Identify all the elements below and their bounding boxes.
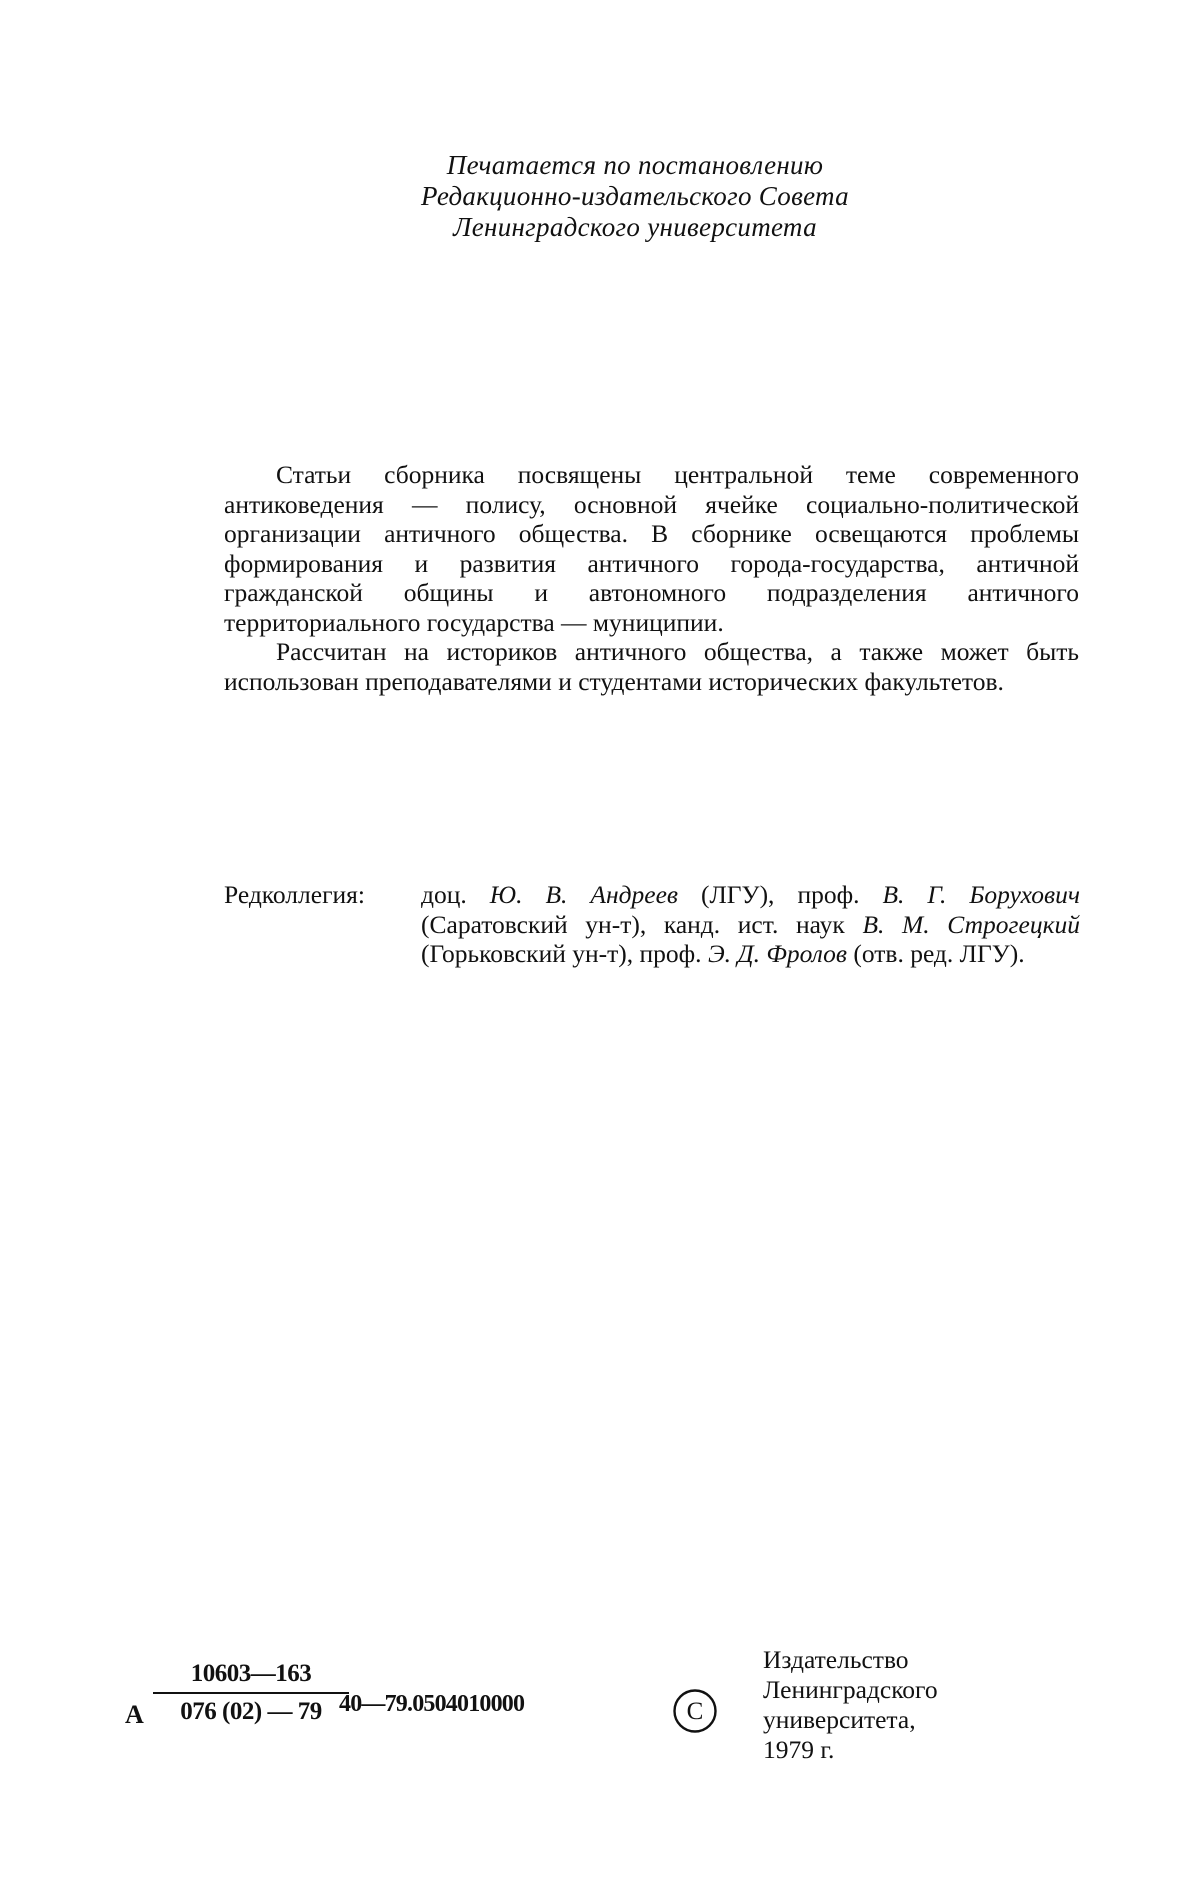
- annotation-paragraph: Рассчитан на историков античного общества, а также может быть использован преподавателями и студентами исторических факультетов.: [224, 637, 1079, 696]
- publisher-line: Издательство: [763, 1645, 909, 1674]
- code-number: 40—79.0504010000: [339, 1691, 525, 1717]
- member-title: канд. ист. наук: [663, 909, 845, 939]
- publication-code: [125, 1660, 605, 1780]
- code-fraction: [153, 1660, 349, 1726]
- member-name: Э. Д. Фролов: [707, 939, 847, 968]
- member-affiliation: (ЛГУ),: [700, 880, 775, 909]
- member-title: доц.: [421, 880, 467, 909]
- imprimatur-block: [390, 150, 880, 243]
- imprimatur-line: Печатается по постановлению: [446, 150, 824, 180]
- imprimatur-line: Редакционно-издательского Совета: [421, 181, 849, 211]
- annotation-paragraph: Статьи сборника посвящены центральной теме современного антиковедения — полису, основной ячейке социально-политической организации античного общества. В сборнике освещаются проблемы формирования и развития античного города-государства, античной гражданской общины и автономного подразделения античного территориального государства — муниципии.: [224, 460, 1079, 637]
- imprimatur-line: Ленинградского университета: [453, 212, 817, 242]
- member-title: проф.: [639, 939, 702, 968]
- member-affiliation: (Горьковский ун-т),: [421, 939, 634, 968]
- annotation-block: [224, 460, 1079, 696]
- member-name: В. М. Строгецкий: [862, 909, 1080, 939]
- member-name: В. Г. Борухович: [882, 880, 1080, 909]
- copyright-letter: C: [686, 1698, 704, 1725]
- publisher-line: 1979 г.: [763, 1735, 835, 1764]
- code-numerator: 10603—163: [190, 1660, 312, 1687]
- member-title: проф.: [797, 880, 860, 909]
- editorial-board-label: Редколлегия:: [224, 880, 365, 909]
- fraction-bar: [153, 1692, 349, 1694]
- editorial-board-members: [421, 880, 1080, 969]
- code-denominator: 076 (02) — 79: [180, 1698, 322, 1725]
- member-name: Ю. В. Андреев: [489, 880, 678, 909]
- publisher-line: университета,: [763, 1705, 916, 1734]
- member-affiliation: (Саратовский ун-т),: [421, 909, 647, 939]
- publisher-block: [763, 1645, 938, 1765]
- member-affiliation: (отв. ред. ЛГУ).: [853, 939, 1025, 968]
- code-letter: А: [125, 1700, 144, 1729]
- publisher-line: Ленинградского: [763, 1675, 938, 1704]
- copyright-icon: [672, 1688, 718, 1734]
